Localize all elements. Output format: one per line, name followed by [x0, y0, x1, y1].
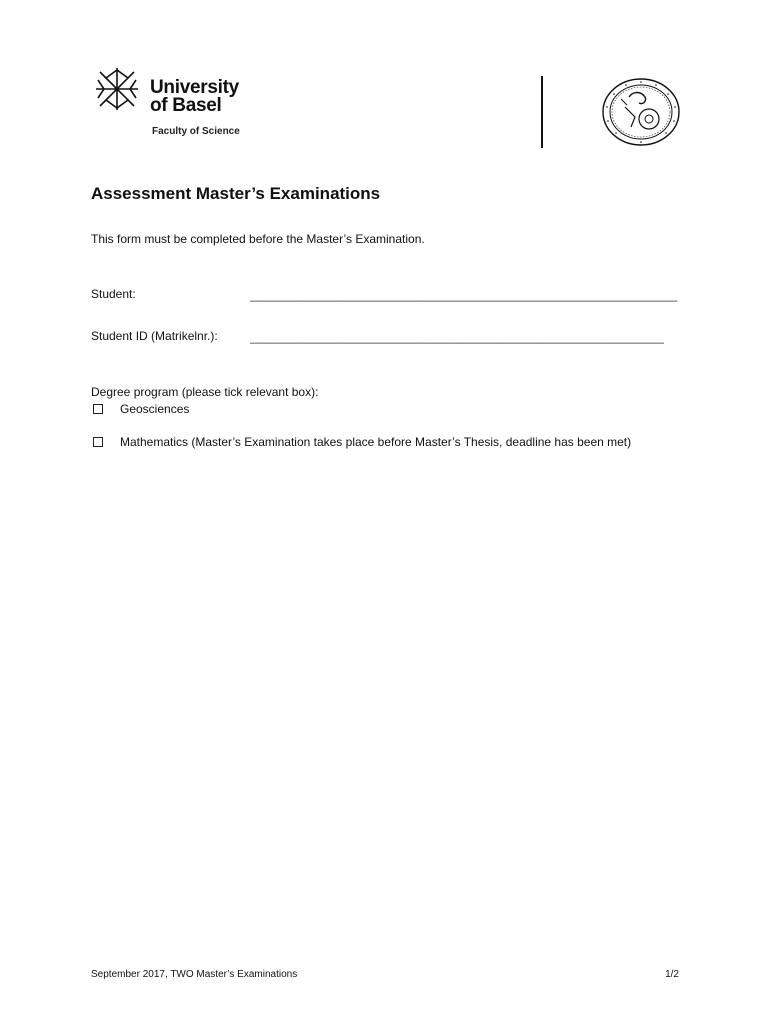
logo-line1: University [150, 77, 239, 98]
student-field[interactable]: ________________________________________________________________ [250, 288, 678, 302]
document-title: Assessment Master’s Examinations [91, 184, 381, 203]
logo-line2: of Basel [150, 95, 222, 116]
option-mathematics[interactable] [93, 435, 631, 449]
geosciences-checkbox[interactable] [93, 404, 103, 414]
footer-text: September 2017, TWO Master’s Examinations [91, 969, 298, 980]
option-label: Mathematics (Master’s Examination takes place before Master’s Thesis, deadline has been met) [120, 435, 632, 449]
student-label: Student: [91, 287, 136, 301]
page-number: 1/2 [665, 969, 679, 980]
university-logo-mark-icon [92, 66, 142, 112]
faculty-name: Faculty of Science [152, 126, 240, 137]
student-id-label: Student ID (Matrikelnr.): [91, 329, 218, 343]
header-divider [541, 76, 543, 148]
degree-prompt: Degree program (please tick relevant box): [91, 385, 319, 399]
intro-text: This form must be completed before the Master’s Examination. [91, 232, 425, 246]
option-geosciences[interactable] [93, 402, 189, 416]
option-label: Geosciences [120, 402, 190, 416]
mathematics-checkbox[interactable] [93, 437, 103, 447]
university-logo-name [150, 79, 239, 115]
student-id-field[interactable]: ______________________________________________________________ [250, 330, 664, 344]
university-seal-icon [601, 77, 681, 147]
